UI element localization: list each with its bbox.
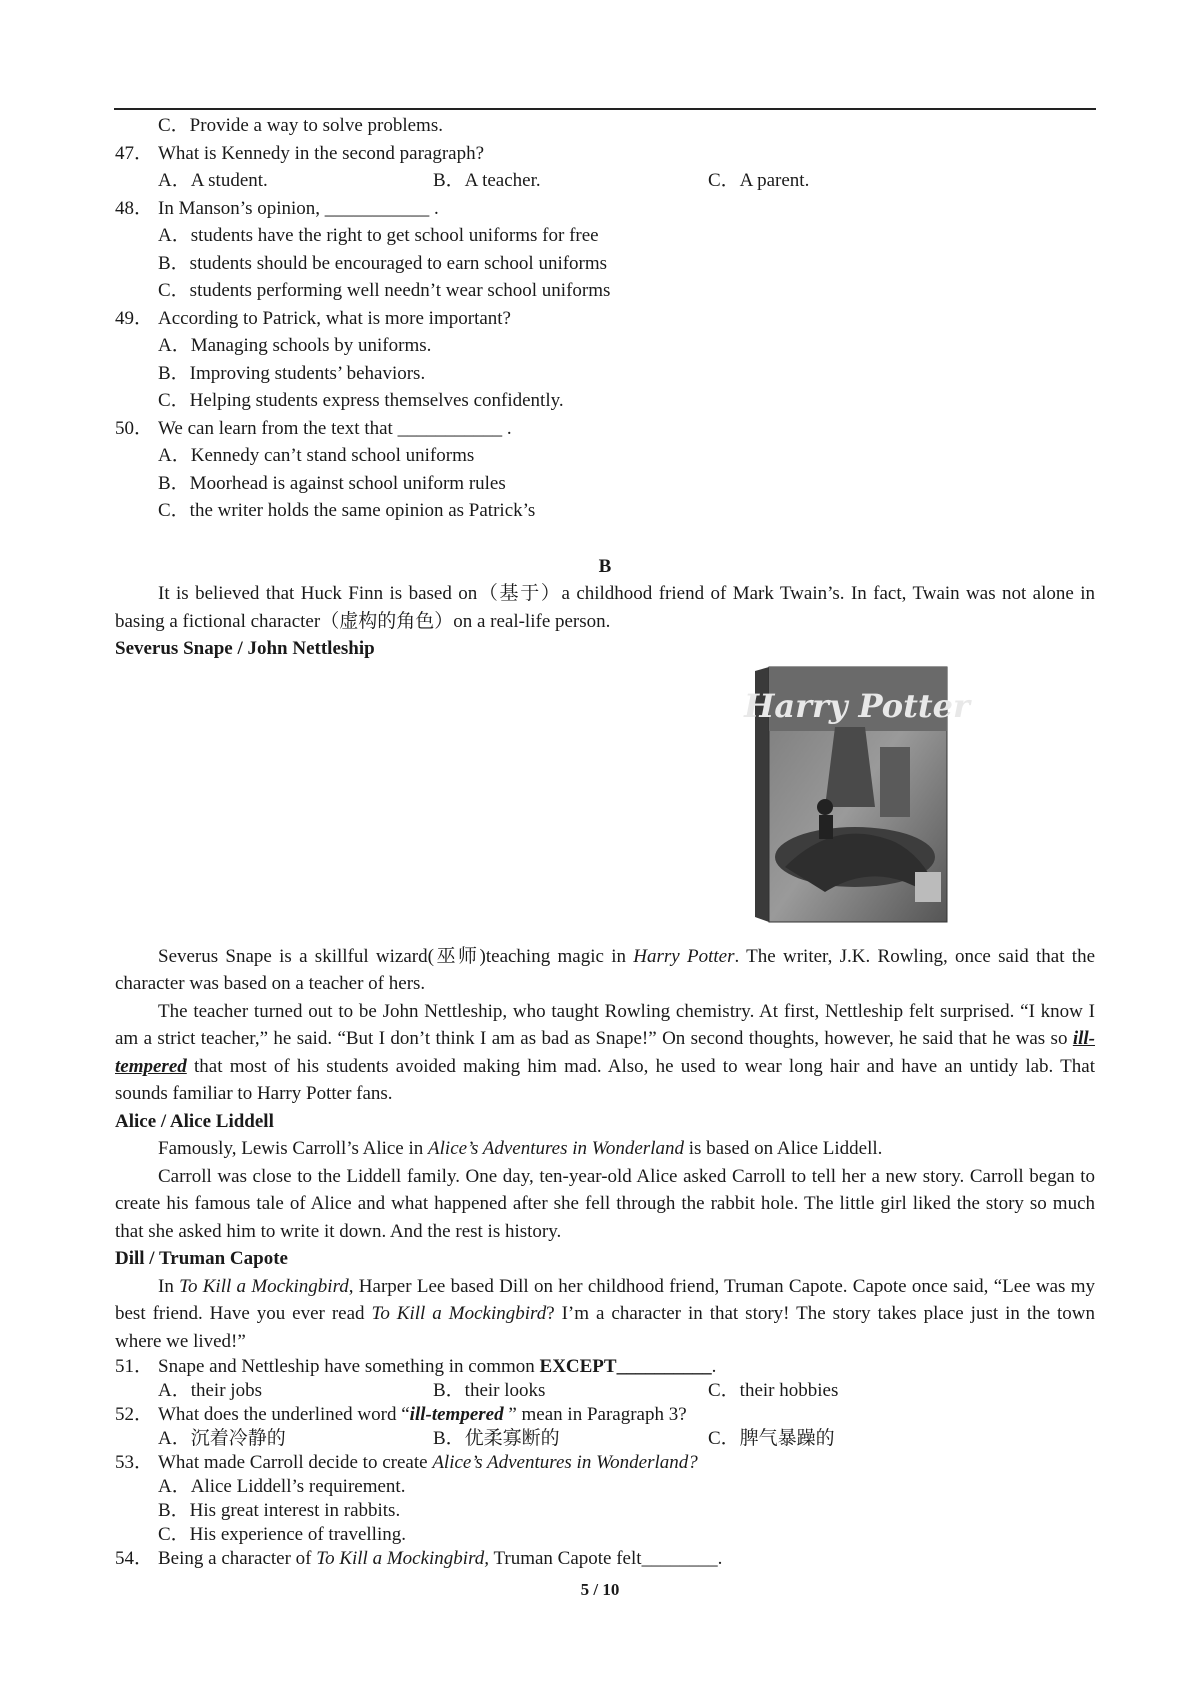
paragraph-alice-1: [115, 1135, 1095, 1163]
section-b-title: B: [598, 555, 612, 577]
top-rule: [114, 108, 1096, 110]
heading-alice: Alice / Alice Liddell: [115, 1110, 274, 1132]
p5-text-c: ? I’m a character in that story! The story takes place just in the town where we lived!”: [115, 1303, 1096, 1352]
q49-option-b: B．Improving students’ behaviors.: [158, 362, 426, 384]
q54-text-a: Being a character of: [158, 1548, 317, 1569]
q47-options: [115, 167, 1095, 195]
section-b-intro: It is believed that Huck Finn is based on（基于）a childhood friend of Mark Twain’s. In fact, Twain was not alone in basing a fictional character（虚构的角色）on a real-life person.: [115, 583, 1095, 632]
q53-number: 53．: [115, 1452, 154, 1473]
q48-stem: [115, 195, 1095, 223]
p2-text-b: that most of his students avoided making him mad. Also, he used to wear long hair and have an untidy lab. That sounds familiar to Harry Potter fans.: [115, 1055, 1095, 1104]
q53-option-c: C．His experience of travelling.: [158, 1524, 406, 1545]
q50-blank: ___________: [397, 417, 503, 439]
q48-blank: ___________: [324, 197, 430, 219]
q54-text-b: Truman Capote felt: [489, 1548, 642, 1569]
q51-stem: [115, 1355, 1095, 1379]
q47-option-c: C．A parent.: [708, 170, 810, 191]
heading-dill: Dill / Truman Capote: [115, 1248, 288, 1269]
q47-option-b: B．A teacher.: [433, 170, 541, 191]
q52-text-a: What does the underlined word “: [158, 1404, 410, 1425]
page-number: 5 / 10: [580, 1580, 620, 1599]
p5-book-title-2: To Kill a Mockingbird: [371, 1303, 547, 1324]
q52-text-b: ” mean in Paragraph 3?: [503, 1404, 687, 1425]
q54-blank: ________: [641, 1548, 718, 1569]
p5-text-a: In: [158, 1275, 180, 1297]
q53-stem: [115, 1451, 1095, 1475]
q54-book-title: To Kill a Mockingbird,: [316, 1548, 490, 1569]
q51-text: Snape and Nettleship have something in common: [158, 1356, 540, 1377]
p3-text-b: is based on Alice Liddell.: [683, 1138, 883, 1159]
q49-stem: [115, 305, 1095, 333]
q48-option-b: B．students should be encouraged to earn school uniforms: [158, 252, 608, 274]
q51-option-c: C．their hobbies: [708, 1380, 839, 1401]
q54-number: 54．: [115, 1548, 154, 1569]
q52-stem: [115, 1403, 1095, 1427]
q50-end: .: [502, 417, 512, 439]
q48-option-c: C．students performing well needn’t wear school uniforms: [158, 280, 611, 301]
q46-option-c: C．Provide a way to solve problems.: [158, 115, 443, 136]
q52-number: 52．: [115, 1404, 154, 1425]
q47-option-a: A．A student.: [158, 170, 268, 191]
q52-options: [115, 1427, 1095, 1451]
book-image-area: [115, 663, 1095, 943]
q47-text: What is Kennedy in the second paragraph?: [158, 142, 485, 164]
q51-option-a: A．their jobs: [158, 1380, 262, 1401]
q50-number: 50．: [115, 417, 154, 439]
q51-except: EXCEPT: [539, 1356, 617, 1377]
q49-option-c: C．Helping students express themselves confidently.: [158, 390, 564, 411]
paragraph-dill: [115, 1273, 1095, 1356]
q51-options: [115, 1379, 1095, 1403]
paragraph-snape-2: [115, 998, 1095, 1108]
p1-text-b: . The writer, J.K. Rowling, once said that the character was based on a teacher of hers.: [115, 945, 1096, 994]
p5-book-title-1: To Kill a Mockingbird: [179, 1275, 349, 1297]
paragraph-snape-1: [115, 943, 1095, 998]
q53-book-title: Alice’s Adventures in Wonderland?: [432, 1452, 698, 1473]
q48-option-a: A．students have the right to get school uniforms for free: [158, 225, 599, 246]
q52-word: ill-tempered: [409, 1404, 504, 1425]
q54-stem: [115, 1547, 1095, 1571]
p3-book-title: Alice’s Adventures in Wonderland: [428, 1138, 684, 1159]
q51-number: 51．: [115, 1356, 154, 1377]
q50-option-c: C．the writer holds the same opinion as Patrick’s: [158, 500, 536, 521]
q51-blank: __________: [616, 1356, 712, 1377]
q51-end: .: [711, 1356, 717, 1377]
q52-option-a: A．沉着冷静的: [158, 1428, 286, 1449]
p1-book-title: Harry Potter: [633, 945, 735, 967]
q48-number: 48．: [115, 197, 154, 219]
heading-snape: Severus Snape / John Nettleship: [115, 638, 375, 659]
q50-text: We can learn from the text that: [158, 417, 398, 439]
harry-potter-book-cover-image: [744, 667, 970, 922]
q48-text: In Manson’s opinion,: [158, 197, 321, 219]
p3-text-a: Famously, Lewis Carroll’s Alice in: [158, 1138, 429, 1159]
q49-option-a: A．Managing schools by uniforms.: [158, 335, 432, 356]
q51-option-b: B．their looks: [433, 1380, 546, 1401]
p1-text-a: Severus Snape is a skillful wizard(巫师)teaching magic in: [158, 945, 634, 967]
q49-text: According to Patrick, what is more important?: [158, 307, 511, 329]
q50-stem: [115, 415, 1095, 443]
q50-option-b: B．Moorhead is against school uniform rules: [158, 472, 506, 494]
q52-option-b: B．优柔寡断的: [433, 1428, 560, 1449]
book-title-text: Harry Potter: [744, 686, 970, 725]
p2-text-a: The teacher turned out to be John Nettleship, who taught Rowling chemistry. At first, Nettleship felt surprised. “I know I am a strict teacher,” he said. “But I don’t think I am as bad as Snape!” On second thoughts, however, he said that he was so: [115, 1000, 1095, 1049]
paragraph-alice-2: Carroll was close to the Liddell family. One day, ten-year-old Alice asked Carroll to tell her a new story. Carroll began to create his famous tale of Alice and what happened after she fell through the rabbit hole. The little girl liked the story so much that she asked him to write it down. And the rest is history.: [115, 1165, 1095, 1242]
p5-text-b: , Harper Lee based Dill on her childhood friend, Truman Capote. Capote once said, “Lee was my best friend. Have you ever read: [115, 1275, 1096, 1324]
q47-stem: [115, 140, 1095, 168]
q52-option-c: C．脾气暴躁的: [708, 1428, 835, 1449]
underlined-word-ill-tempered: ill-tempered: [115, 1028, 1095, 1077]
q49-number: 49．: [115, 307, 154, 329]
q54-end: .: [717, 1548, 723, 1569]
q53-option-b: B．His great interest in rabbits.: [158, 1500, 401, 1521]
exam-page: [115, 112, 1095, 1571]
q53-text: What made Carroll decide to create: [158, 1452, 433, 1473]
q53-option-a: A．Alice Liddell’s requirement.: [158, 1476, 406, 1497]
q48-end: .: [429, 197, 439, 219]
q50-option-a: A．Kennedy can’t stand school uniforms: [158, 445, 475, 466]
q47-number: 47．: [115, 142, 154, 164]
